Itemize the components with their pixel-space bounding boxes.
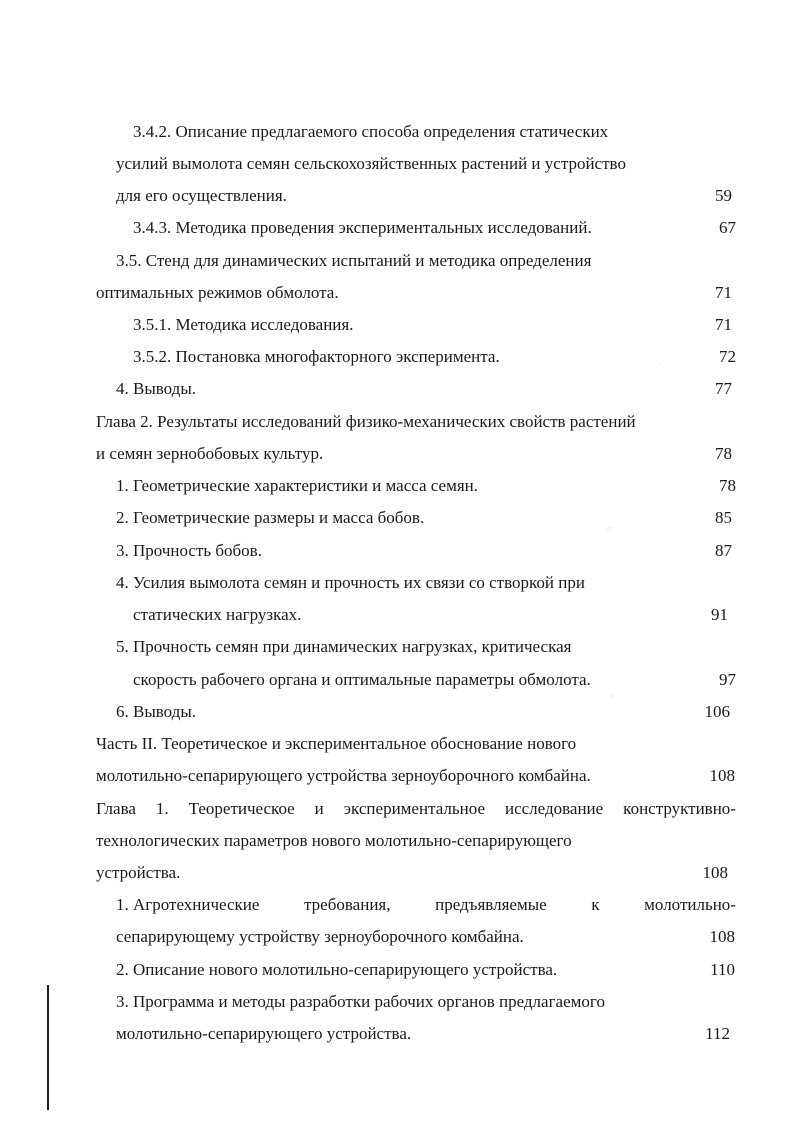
toc-page-number: 71	[715, 315, 732, 334]
toc-page-number: 67	[719, 218, 736, 237]
toc-entry-text: скорость рабочего органа и оптимальные параметры обмолота.	[133, 670, 591, 689]
toc-entry-text: Глава 2. Результаты исследований физико-механических свойств растений	[96, 412, 636, 431]
word: требования,	[304, 895, 391, 914]
word: и	[314, 799, 324, 818]
toc-page-number: 108	[709, 927, 735, 946]
word: конструктивно-	[623, 799, 736, 818]
word: молотильно-	[644, 895, 736, 914]
margin-scan-line	[47, 985, 49, 1110]
toc-page-number: 78	[715, 444, 732, 463]
toc-entry-text: 1. Геометрические характеристики и масса семян.	[116, 476, 479, 495]
word: Глава	[96, 799, 136, 818]
toc-entry-text: оптимальных режимов обмолота.	[96, 283, 339, 302]
toc-entry-text: молотильно-сепарирующего устройства зерноуборочного комбайна.	[96, 766, 591, 785]
toc-page-number: 108	[709, 766, 735, 785]
toc-entry-text: 3.5.1. Методика исследования.	[133, 315, 354, 334]
toc-entry-text: сепарирующему устройству зерноуборочного комбайна.	[116, 927, 524, 946]
toc-entry-text: 2. Геометрические размеры и масса бобов.	[116, 508, 425, 527]
toc-page-number: 85	[715, 508, 732, 527]
word: экспериментальное	[343, 799, 485, 818]
toc-page-number: 106	[704, 702, 730, 721]
toc-page-number: 77	[715, 379, 732, 398]
toc-entry-text: статических нагрузках.	[133, 605, 302, 624]
toc-entry-text: 3.5.2. Постановка многофакторного эксперимента.	[133, 347, 500, 366]
toc-entry-text: 4. Усилия вымолота семян и прочность их связи со створкой при	[116, 573, 585, 592]
toc-entry-text: 5. Прочность семян при динамических нагрузках, критическая	[116, 637, 572, 656]
word: предъявляемые	[435, 895, 547, 914]
toc-page-number: 78	[719, 476, 736, 495]
word: 1. Агротехнические	[116, 895, 260, 914]
word: Теоретическое	[188, 799, 295, 818]
toc-entry-text: 6. Выводы.	[116, 702, 197, 721]
toc-page-number: 112	[705, 1024, 730, 1043]
toc-entry-text-justified	[116, 890, 736, 920]
scan-speck: ⁘	[606, 525, 613, 534]
toc-entry-text: для его осуществления.	[116, 186, 287, 205]
toc-page-number: 59	[715, 186, 732, 205]
toc-entry-text: 4. Выводы.	[116, 379, 197, 398]
toc-entry-text: 3.4.3. Методика проведения экспериментальных исследований.	[133, 218, 592, 237]
toc-page-number: 71	[715, 283, 732, 302]
toc-page-number: 108	[702, 863, 728, 882]
toc-page-number: 91	[711, 605, 728, 624]
toc-entry-text: 3. Программа и методы разработки рабочих органов предлагаемого	[116, 992, 605, 1011]
toc-entry-text: усилий вымолота семян сельскохозяйственных растений и устройство	[116, 154, 626, 173]
word: 1.	[155, 799, 169, 818]
toc-entry-text: и семян зернобобовых культур.	[96, 444, 324, 463]
toc-page-number: 72	[719, 347, 736, 366]
toc-entry-text: молотильно-сепарирующего устройства.	[116, 1024, 412, 1043]
toc-page-number: 87	[715, 541, 732, 560]
toc-page-number: 110	[710, 960, 735, 979]
toc-entry-text: 2. Описание нового молотильно-сепарирующего устройства.	[116, 960, 558, 979]
word: к	[591, 895, 600, 914]
toc-entry-text: 3.5. Стенд для динамических испытаний и методика определения	[116, 251, 592, 270]
toc-entry-text: устройства.	[96, 863, 181, 882]
toc-entry-text-justified	[96, 794, 736, 824]
toc-page-number: 97	[719, 670, 736, 689]
word: исследование	[504, 799, 604, 818]
scan-speck: ·	[658, 359, 661, 368]
toc-entry-text: 3.4.2. Описание предлагаемого способа определения статических	[133, 122, 609, 141]
toc-entry-text: Часть II. Теоретическое и экспериментальное обоснование нового	[96, 734, 577, 753]
toc-entry-text: технологических параметров нового молотильно-сепарирующего	[96, 831, 572, 850]
toc-entry-text: 3. Прочность бобов.	[116, 541, 262, 560]
scan-speck: ⁘	[608, 692, 615, 701]
